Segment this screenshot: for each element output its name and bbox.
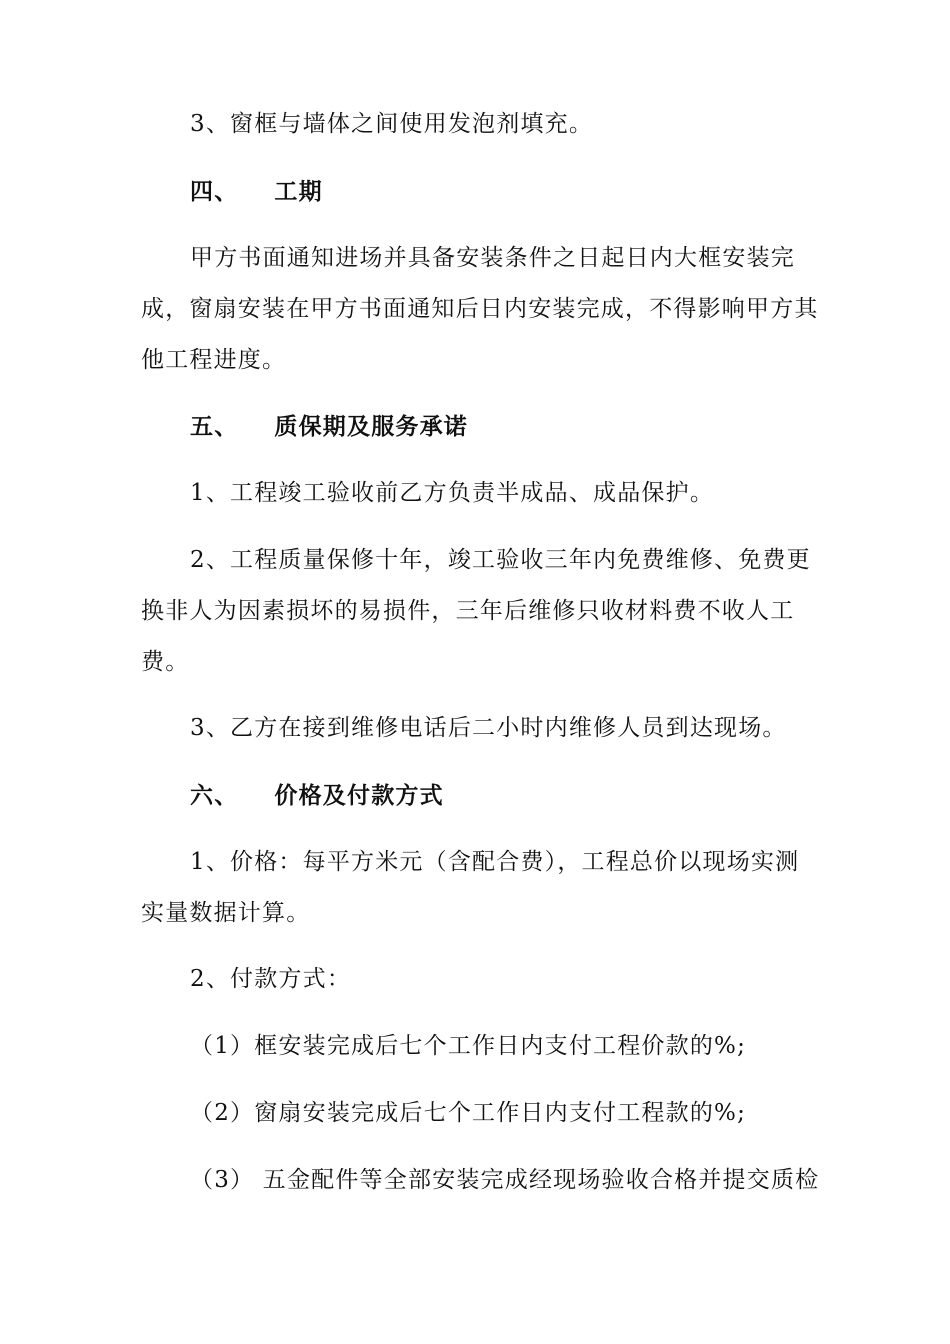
paragraph-line: 1、价格：每平方米元（含配合费），工程总价以现场实测 (190, 849, 800, 875)
paragraph-line: 2、工程质量保修十年，竣工验收三年内免费维修、免费更 (190, 547, 811, 573)
payment-item-2: （2）窗扇安装完成后七个工作日内支付工程款的%; (190, 1100, 747, 1126)
paragraph-line: 实量数据计算。 (141, 900, 311, 926)
section-6-heading (190, 780, 444, 812)
payment-item-3: （3） 五金配件等全部安装完成经现场验收合格并提交质检 (190, 1167, 820, 1193)
paragraph-line: 甲方书面通知进场并具备安装条件之日起日内大框安装完 (190, 245, 795, 271)
section-6-title: 价格及付款方式 (274, 782, 444, 809)
section-6-number: 六、 (190, 782, 239, 809)
payment-item-1: （1）框安装完成后七个工作日内支付工程价款的%; (190, 1033, 747, 1059)
paragraph-line: 1、工程竣工验收前乙方负责半成品、成品保护。 (190, 480, 715, 506)
section-4-number: 四、 (190, 178, 239, 205)
section-5-title: 质保期及服务承诺 (274, 413, 469, 440)
clause-3-text: 3、窗框与墙体之间使用发泡剂填充。 (190, 111, 594, 137)
paragraph-line: 换非人为因素损坏的易损件，三年后维修只收材料费不收人工 (141, 598, 795, 624)
section-4-heading (190, 176, 323, 208)
paragraph-line: 成，窗扇安装在甲方书面通知后日内安装完成，不得影响甲方其 (141, 296, 819, 322)
paragraph-line: 费。 (141, 649, 190, 675)
paragraph-line: 2、付款方式： (190, 966, 352, 992)
section-4-title: 工期 (274, 178, 323, 205)
paragraph-line: 3、乙方在接到维修电话后二小时内维修人员到达现场。 (190, 715, 787, 741)
paragraph-line: 他工程进度。 (141, 347, 287, 373)
section-5-number: 五、 (190, 413, 239, 440)
section-5-heading (190, 411, 468, 443)
